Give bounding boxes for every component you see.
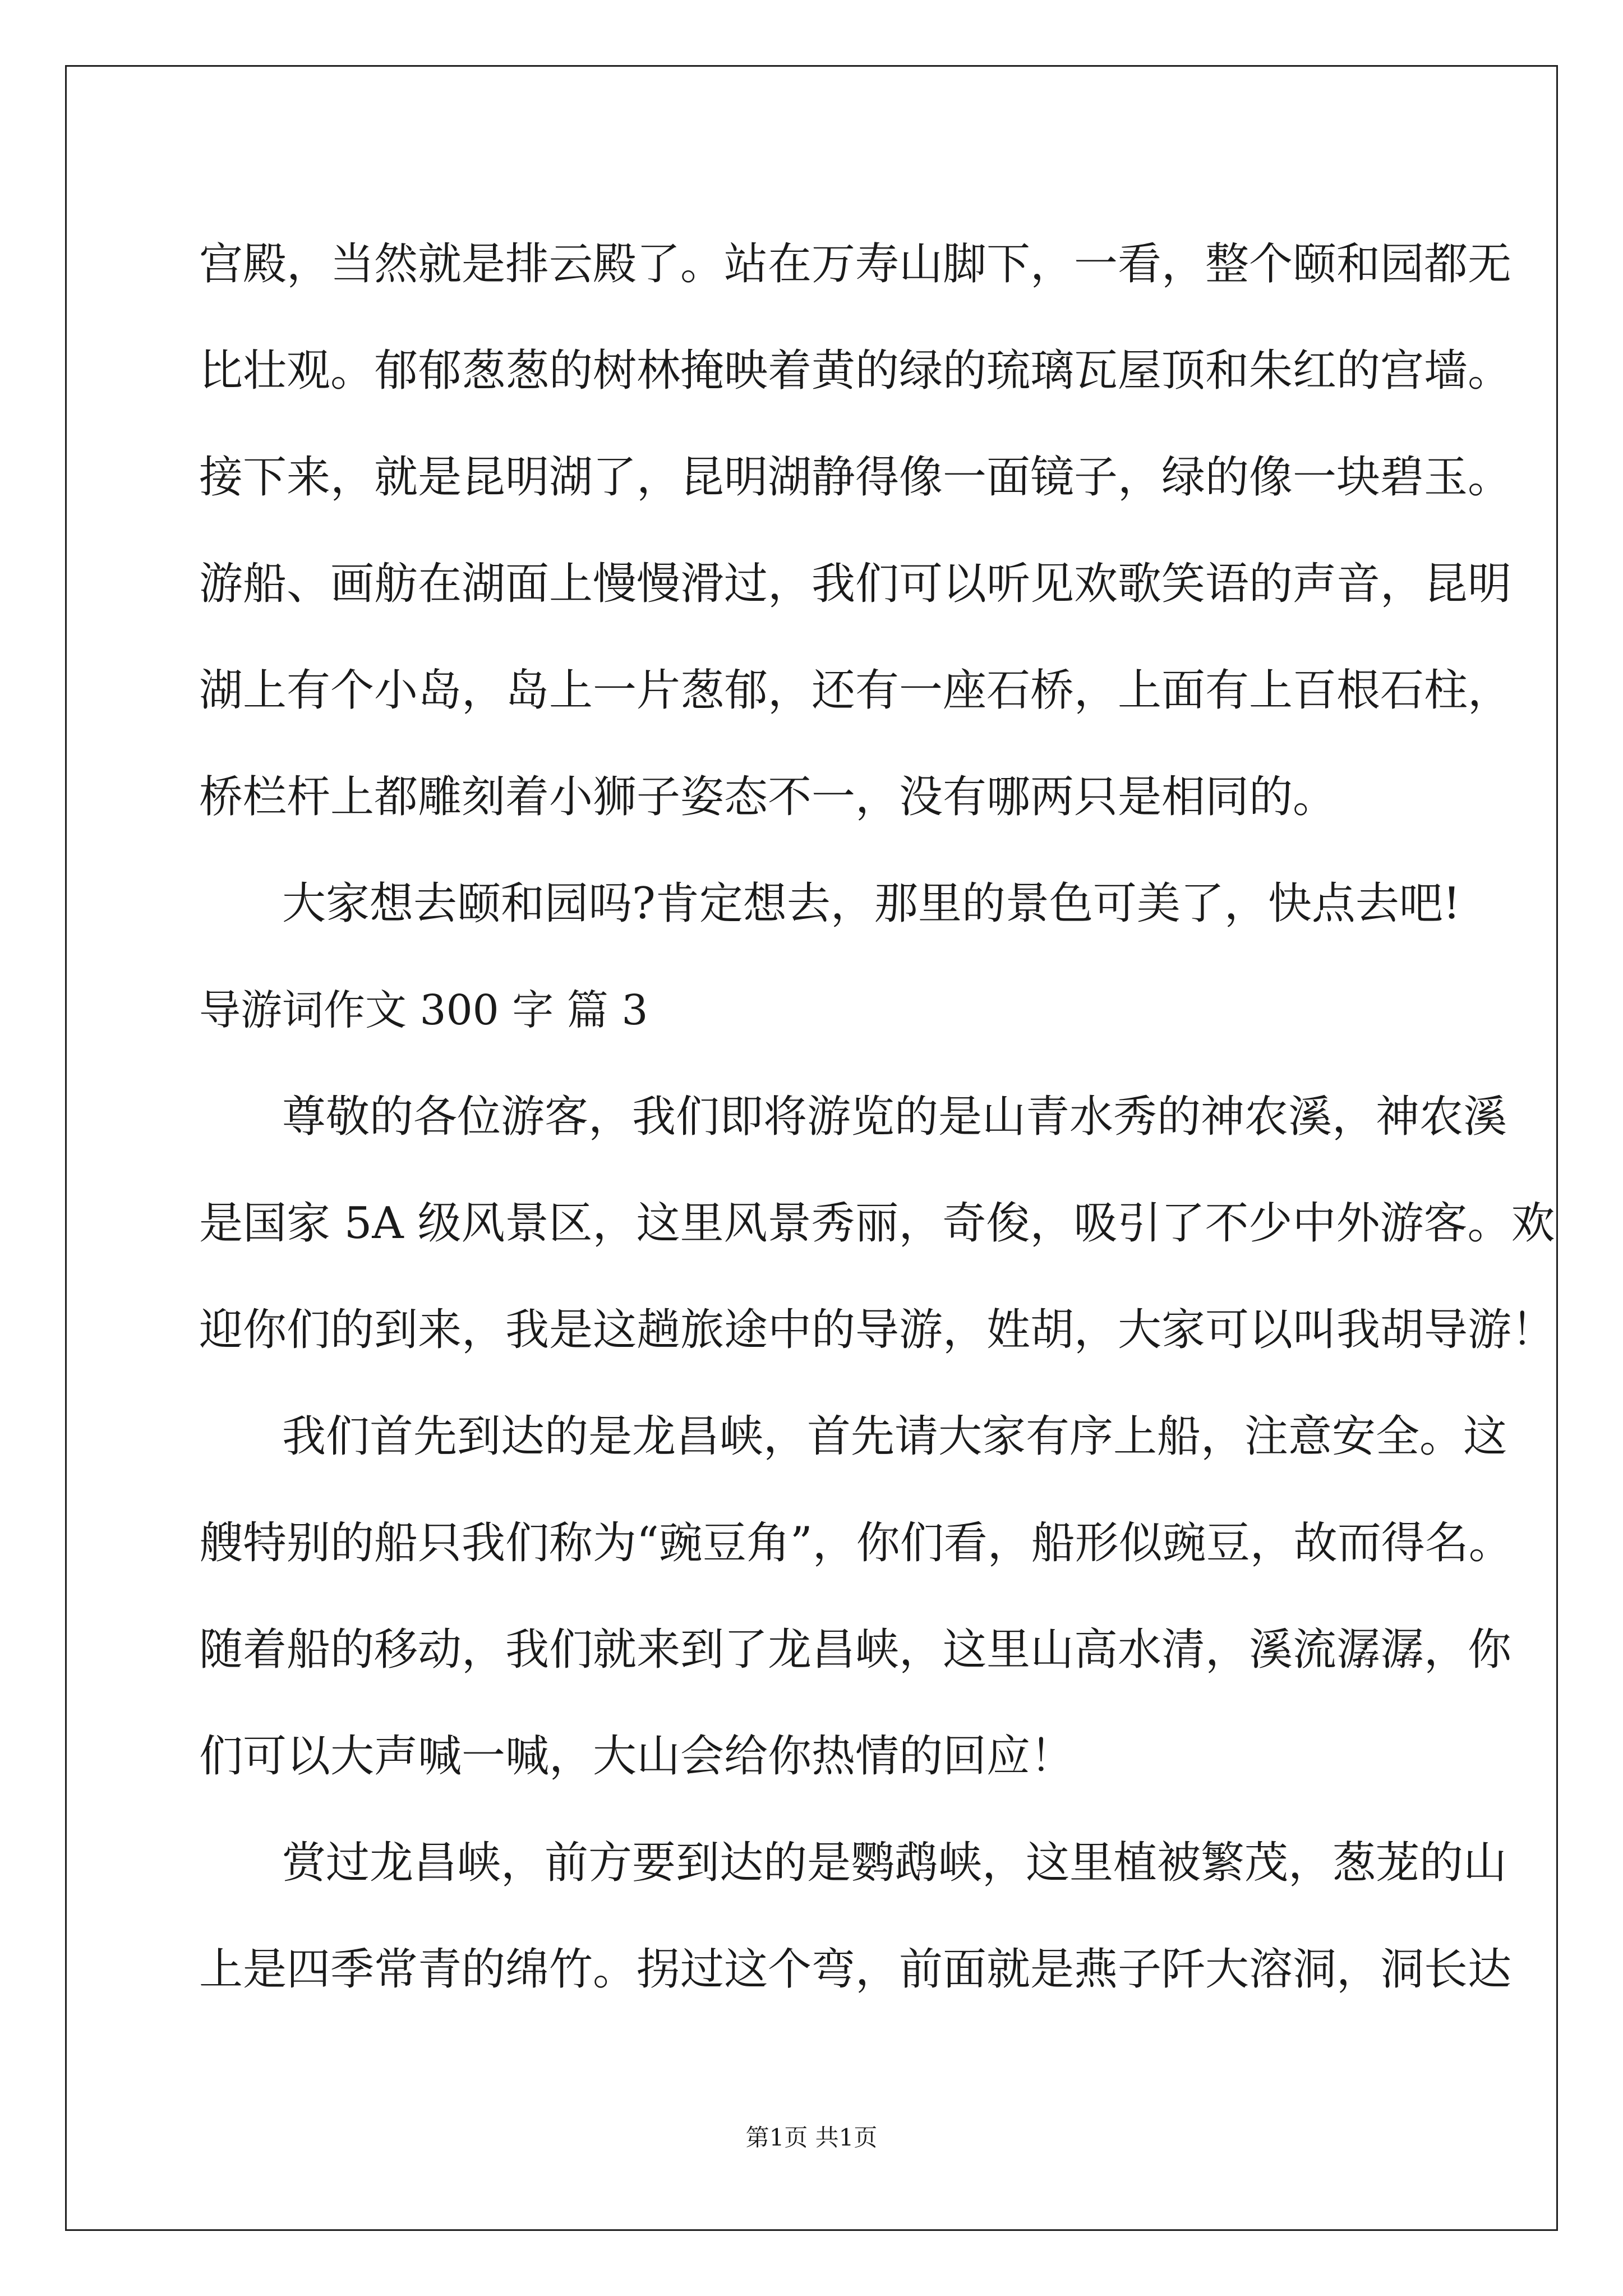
paragraph-start-line: 我们首先到达的是龙昌峡，首先请大家有序上船，注意安全。这 (282, 1411, 1507, 1462)
page-footer: 第1页 共1页 (745, 2124, 878, 2151)
text-line: 接下来，就是昆明湖了，昆明湖静得像一面镜子，绿的像一块碧玉。 (199, 452, 1512, 503)
paragraph-start-line: 大家想去颐和园吗?肯定想去，那里的景色可美了，快点去吧! (282, 878, 1461, 929)
text-line: 比壮观。郁郁葱葱的树林掩映着黄的绿的琉璃瓦屋顶和朱红的宫墙。 (199, 346, 1512, 396)
text-line: 是国家 5A 级风景区，这里风景秀丽，奇俊，吸引了不少中外游客。欢 (199, 1198, 1555, 1249)
paragraph-start-line: 尊敬的各位游客，我们即将游览的是山青水秀的神农溪，神农溪 (282, 1092, 1507, 1142)
text-line: 游船、画舫在湖面上慢慢滑过，我们可以听见欢歌笑语的声音，昆明 (199, 559, 1512, 609)
section-heading: 导游词作文 300 字 篇 3 (199, 986, 648, 1034)
text-line: 随着船的移动，我们就来到了龙昌峡，这里山高水清，溪流潺潺，你 (199, 1625, 1512, 1675)
paragraph-start-line: 赏过龙昌峡，前方要到达的是鹦鹉峡，这里植被繁茂，葱茏的山 (282, 1838, 1507, 1888)
text-line: 桥栏杆上都雕刻着小狮子姿态不一，没有哪两只是相同的。 (199, 772, 1337, 822)
document-body (199, 211, 1556, 2023)
text-line: 上是四季常青的绵竹。拐过这个弯，前面就是燕子阡大溶洞，洞长达 (199, 1944, 1512, 1995)
text-line: 艘特别的船只我们称为“豌豆角”，你们看，船形似豌豆，故而得名。 (199, 1518, 1513, 1568)
text-line: 迎你们的到来，我是这趟旅途中的导游，姓胡，大家可以叫我胡导游！ (199, 1305, 1556, 1355)
text-line: 宫殿，当然就是排云殿了。站在万寿山脚下，一看，整个颐和园都无 (199, 239, 1512, 289)
text-line: 湖上有个小岛，岛上一片葱郁，还有一座石桥，上面有上百根石柱， (199, 665, 1512, 716)
text-line: 们可以大声喊一喊，大山会给你热情的回应！ (199, 1731, 1075, 1782)
